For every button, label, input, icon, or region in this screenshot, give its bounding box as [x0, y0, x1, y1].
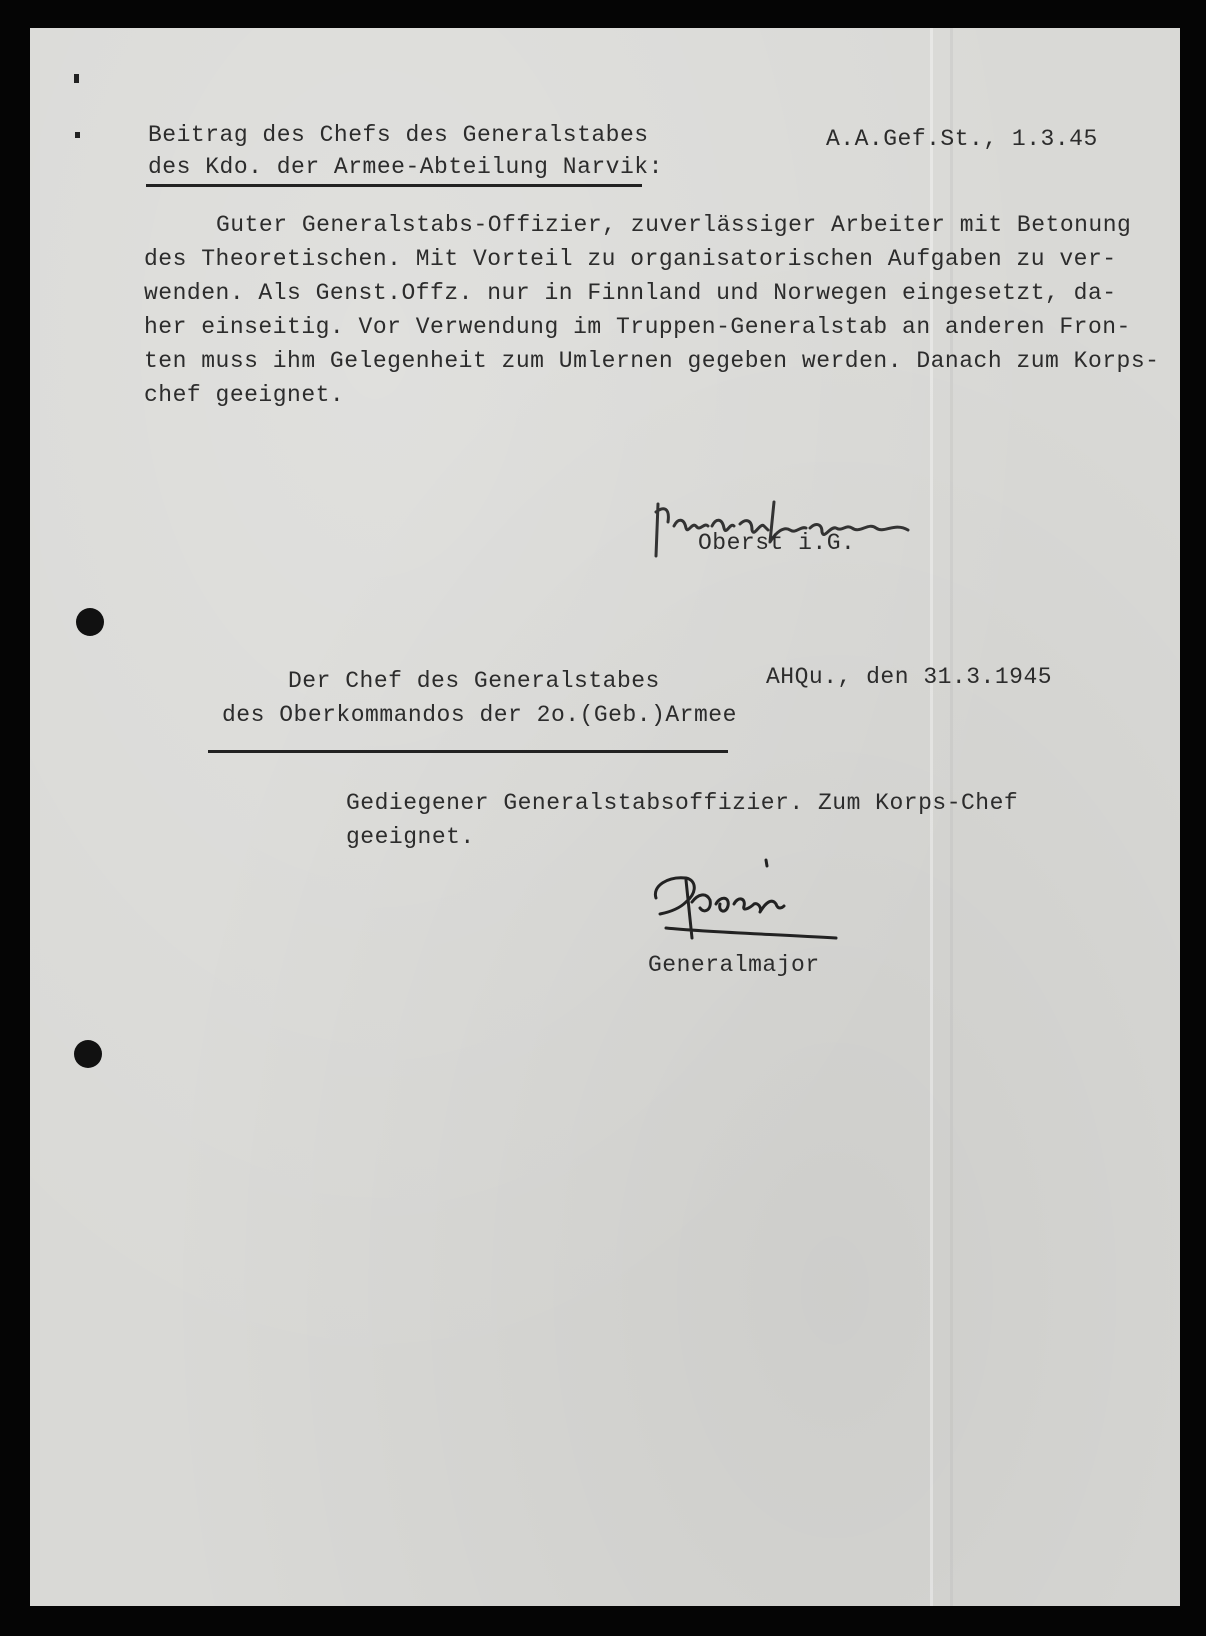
section2-header-underline	[208, 750, 728, 753]
punch-hole	[74, 1040, 102, 1068]
body-line: des Theoretischen. Mit Vorteil zu organisatorischen Aufgaben zu ver-	[144, 246, 1117, 272]
signature-1-title: Oberst i.G.	[698, 530, 856, 556]
header-right-date: A.A.Gef.St., 1.3.45	[826, 126, 1098, 152]
header-left-line1: Beitrag des Chefs des Generalstabes	[148, 122, 649, 148]
punch-hole	[76, 608, 104, 636]
signature-2-title: Generalmajor	[648, 952, 820, 978]
body-line: chef geeignet.	[144, 382, 345, 408]
punch-mark	[74, 74, 79, 83]
body-line: wenden. Als Genst.Offz. nur in Finnland und Norwegen eingesetzt, da-	[144, 280, 1117, 306]
document-page	[30, 28, 1180, 1606]
section2-body-line: Gediegener Generalstabsoffizier. Zum Korps-Chef	[346, 790, 1019, 816]
section2-header-right-date: AHQu., den 31.3.1945	[766, 664, 1053, 690]
header-underline	[146, 184, 642, 187]
body-line: ten muss ihm Gelegenheit zum Umlernen gegeben werden. Danach zum Korps-	[144, 348, 1160, 374]
section2-header-left-line1: Der Chef des Generalstabes	[288, 668, 660, 694]
header-left-line2: des Kdo. der Armee-Abteilung Narvik:	[148, 154, 663, 180]
body-line: Guter Generalstabs-Offizier, zuverlässiger Arbeiter mit Betonung	[216, 212, 1132, 238]
section2-header-left-line2: des Oberkommandos der 2o.(Geb.)Armee	[222, 702, 737, 728]
handwritten-signature-2	[646, 858, 846, 948]
punch-mark	[75, 132, 80, 138]
body-line: her einseitig. Vor Verwendung im Truppen-Generalstab an anderen Fron-	[144, 314, 1131, 340]
section2-body-line: geeignet.	[346, 824, 475, 850]
